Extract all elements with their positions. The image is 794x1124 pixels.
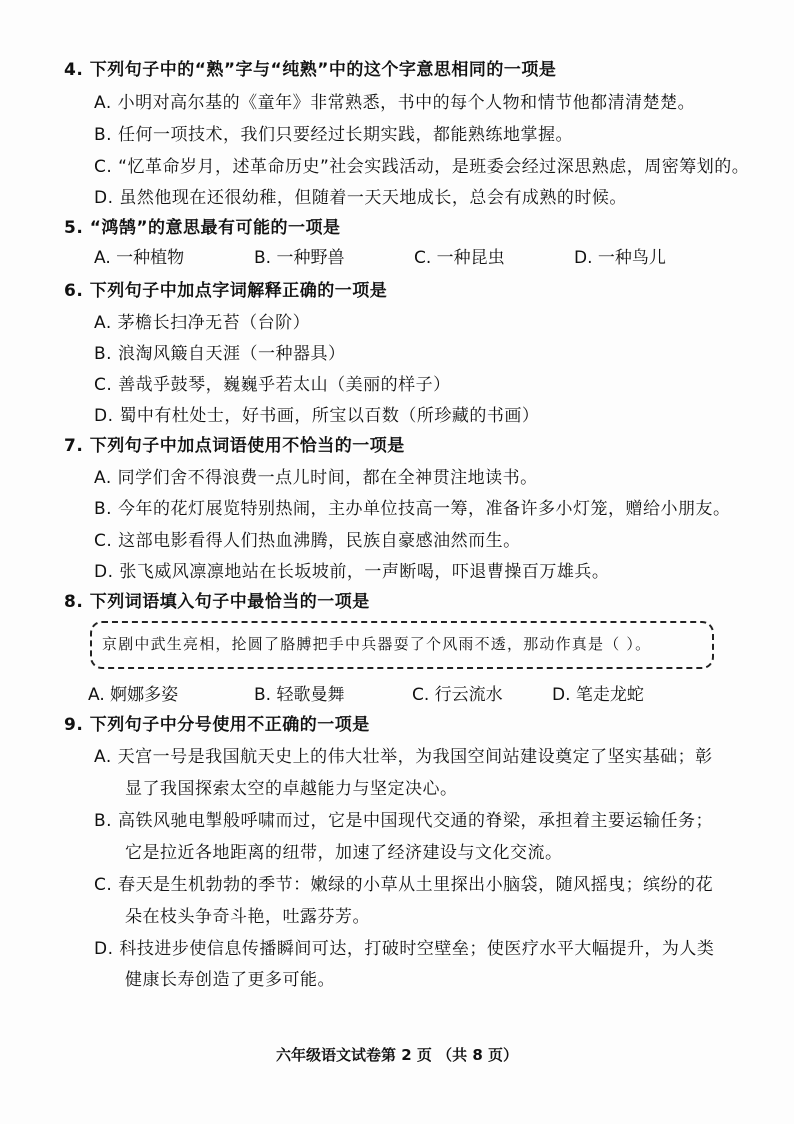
question-9-option-d-line1: D. 科技进步使信息传播瞬间可达，打破时空壁垒；使医疗水平大幅提升，为人类	[94, 939, 715, 959]
question-5-option-a: A. 一种植物	[94, 248, 185, 268]
question-6-option-d: D. 蜀中有杜处士，好书画，所宝以百数（所珍藏的书画）	[94, 406, 540, 426]
question-7-stem: 7. 下列句子中加点词语使用不恰当的一项是	[64, 436, 405, 456]
question-9-option-c-line2: 朵在枝头争奇斗艳，吐露芬芳。	[125, 907, 370, 927]
page-footer: 六年级语文试卷第 2 页 （共 8 页）	[276, 1046, 518, 1064]
question-9-stem: 9. 下列句子中分号使用不正确的一项是	[64, 715, 370, 735]
question-9-option-b-line1: B. 高铁风驰电掣般呼啸而过，它是中国现代交通的脊梁，承担着主要运输任务；	[94, 811, 713, 831]
question-6-option-c: C. 善哉乎鼓琴，巍巍乎若太山（美丽的样子）	[94, 375, 451, 395]
question-8-option-b: B. 轻歌曼舞	[254, 685, 345, 705]
question-7-option-c: C. 这部电影看得人们热血沸腾，民族自豪感油然而生。	[94, 531, 521, 551]
question-6-option-b: B. 浪淘风簸自天涯（一种器具）	[94, 344, 346, 364]
question-9-option-c-line1: C. 春天是生机勃勃的季节：嫩绿的小草从土里探出小脑袋，随风摇曳；缤纷的花	[94, 875, 714, 895]
question-9-option-a-line2: 显了我国探索太空的卓越能力与坚定决心。	[125, 779, 458, 799]
question-7-option-d: D. 张飞威风凛凛地站在长坂坡前，一声断喝，吓退曹操百万雄兵。	[94, 562, 610, 582]
question-5-option-b: B. 一种野兽	[254, 248, 345, 268]
question-4-option-d: D. 虽然他现在还很幼稚，但随着一天天地成长，总会有成熟的时候。	[94, 188, 627, 208]
question-4-option-b: B. 任何一项技术，我们只要经过长期实践，都能熟练地掌握。	[94, 125, 573, 145]
question-8-sentence-box	[90, 621, 714, 669]
question-6-stem: 6. 下列句子中加点字词解释正确的一项是	[64, 281, 388, 301]
question-6-option-a: A. 茅檐长扫净无苔（台阶）	[94, 313, 311, 333]
question-9-option-a-line1: A. 天宫一号是我国航天史上的伟大壮举，为我国空间站建设奠定了坚实基础；彰	[94, 747, 713, 767]
question-8-option-c: C. 行云流水	[412, 685, 503, 705]
question-9-option-d-line2: 健康长寿创造了更多可能。	[125, 970, 335, 990]
question-4-stem: 4. 下列句子中的“熟”字与“纯熟”中的这个字意思相同的一项是	[64, 60, 557, 80]
question-8-options	[88, 683, 708, 709]
question-8-option-a: A. 婀娜多姿	[88, 685, 179, 705]
question-5-options	[94, 246, 714, 272]
question-8-stem: 8. 下列词语填入句子中最恰当的一项是	[64, 592, 370, 612]
question-5-stem: 5. “鸿鹄”的意思最有可能的一项是	[64, 218, 341, 238]
question-9-option-b-line2: 它是拉近各地距离的纽带，加速了经济建设与文化交流。	[125, 843, 563, 863]
question-5-option-c: C. 一种昆虫	[414, 248, 505, 268]
question-7-option-b: B. 今年的花灯展览特别热闹，主办单位技高一筹，准备许多小灯笼，赠给小朋友。	[94, 499, 731, 519]
question-4-option-c: C. “忆革命岁月，述革命历史”社会实践活动，是班委会经过深思熟虑，周密筹划的。	[94, 157, 750, 177]
question-7-option-a: A. 同学们舍不得浪费一点儿时间，都在全神贯注地读书。	[94, 468, 538, 488]
question-4-option-a: A. 小明对高尔基的《童年》非常熟悉，书中的每个人物和情节他都清清楚楚。	[94, 93, 696, 113]
question-8-option-d: D. 笔走龙蛇	[552, 685, 644, 705]
question-5-option-d: D. 一种鸟儿	[574, 248, 666, 268]
question-8-sentence: 京剧中武生亮相，抡圆了胳膊把手中兵器耍了个风雨不透，那动作真是（ ）。	[102, 635, 652, 653]
